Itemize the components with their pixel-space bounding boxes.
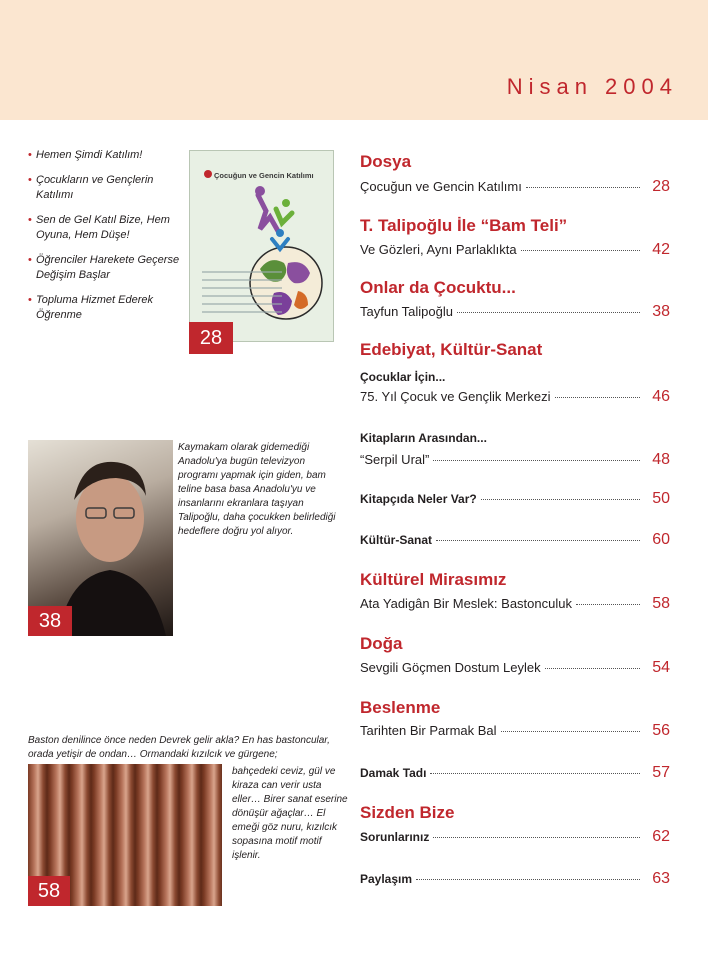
dot-leader [416, 879, 640, 880]
dot-leader [501, 731, 640, 732]
toc-subtitle: Kitapların Arasından... [360, 431, 487, 445]
toc-entry-page: 50 [652, 490, 670, 507]
toc-entry-text: Kültür-Sanat [360, 533, 432, 547]
toc-entry-text: Paylaşım [360, 872, 413, 886]
toc-entry-text: “Serpil Ural” [360, 452, 430, 467]
issue-date: Nisan 2004 [506, 74, 678, 99]
toc-entry-page: 28 [652, 178, 670, 195]
toc-entry-text: Damak Tadı [360, 766, 427, 780]
teaser-item: • Öğrenciler Harekete Geçerse Değişim Başlar [28, 253, 188, 283]
toc-entry-page: 38 [652, 303, 670, 320]
section-title-dosya: Dosya [360, 152, 412, 171]
dot-leader [436, 540, 640, 541]
toc-entry[interactable] [360, 722, 670, 740]
toc-entry[interactable] [360, 828, 670, 846]
dot-leader [481, 499, 640, 500]
toc-entry-page: 46 [652, 388, 670, 405]
dot-leader [521, 250, 640, 251]
teaser-item: • Sen de Gel Katıl Bize, Hem Oyuna, Hem Düşe! [28, 213, 188, 243]
toc-entry[interactable] [360, 303, 670, 321]
baston-caption-right: bahçedeki ceviz, gül ve kiraza can verir usta eller… Birer sanat eserine dönüşür ağaçlar… El emeği göz nuru, kızılcık sopasına motif motif işlenir. [232, 766, 348, 861]
dot-leader [545, 668, 640, 669]
toc-entry[interactable] [360, 178, 670, 196]
toc-entry-page: 57 [652, 764, 670, 781]
section-title-miras: Kültürel Mirasımız [360, 570, 507, 589]
dot-leader [433, 460, 640, 461]
toc-entry-text: Ata Yadigân Bir Meslek: Bastonculuk [360, 596, 572, 611]
toc-entry-text: Ve Gözleri, Aynı Parlaklıkta [360, 242, 517, 257]
toc-entry-text: Tayfun Talipoğlu [360, 304, 453, 319]
section-title-doga: Doğa [360, 634, 403, 653]
cover-page-badge: 28 [189, 322, 233, 354]
toc-entry-page: 62 [652, 828, 670, 845]
toc-entry[interactable] [360, 490, 670, 508]
section-title-talipoglu: T. Talipoğlu İle “Bam Teli” [360, 216, 568, 235]
section-title-edebiyat: Edebiyat, Kültür-Sanat [360, 340, 543, 359]
teaser-item: • Çocukların ve Gençlerin Katılımı [28, 173, 188, 203]
section-title-sizden: Sizden Bize [360, 803, 455, 822]
toc-subtitle: Çocuklar İçin... [360, 370, 446, 384]
toc-entry-page: 63 [652, 870, 670, 887]
toc-entry[interactable] [360, 870, 670, 888]
dot-leader [433, 837, 640, 838]
teaser-item: • Hemen Şimdi Katılım! [28, 148, 188, 163]
toc-entry[interactable] [360, 241, 670, 259]
header-band [0, 0, 708, 120]
teaser-list [28, 148, 188, 333]
dot-leader [576, 604, 640, 605]
toc-entry-page: 42 [652, 241, 670, 258]
toc-entry-page: 58 [652, 595, 670, 612]
toc-entry-text: Kitapçıda Neler Var? [360, 492, 477, 506]
dot-leader [457, 312, 640, 313]
toc-entry-text: Tarihten Bir Parmak Bal [360, 723, 497, 738]
dot-leader [526, 187, 640, 188]
toc-entry-text: Sevgili Göçmen Dostum Leylek [360, 660, 541, 675]
toc-entry[interactable] [360, 764, 670, 782]
toc-entry-page: 48 [652, 451, 670, 468]
dot-leader [555, 397, 641, 398]
section-title-onlar: Onlar da Çocuktu... [360, 278, 516, 297]
cover-text-lines [202, 271, 282, 319]
portrait-page-badge: 38 [28, 606, 72, 636]
toc-entry[interactable] [360, 451, 670, 469]
toc-entry-page: 56 [652, 722, 670, 739]
toc-entry-text: 75. Yıl Çocuk ve Gençlik Merkezi [360, 389, 551, 404]
toc-entry[interactable] [360, 659, 670, 677]
baston-caption-top: Baston denilince önce neden Devrek gelir akla? En has bastoncular, orada yetişir de ondan… Ormandaki kızılcık ve gürgene; [28, 735, 330, 760]
toc-entry-text: Sorunlarınız [360, 830, 430, 844]
portrait-caption: Kaymakam olarak gidemediği Anadolu'ya bugün televizyon programı yapmak için giden, bam teline basa basa Anadolu'yu ve insanlarını ekranlara taşıyan Talipoğlu, daha çocukken belirlediği hedeflere doğru yol alıyor. [178, 442, 336, 537]
cover-title: Çocuğun ve Gencin Katılımı [214, 171, 314, 180]
teaser-item: • Topluma Hizmet Ederek Öğrenme [28, 293, 188, 323]
toc-entry[interactable] [360, 531, 670, 549]
dot-leader [430, 773, 640, 774]
section-title-beslenme: Beslenme [360, 698, 441, 717]
cover-thumbnail [189, 150, 334, 342]
toc-entry[interactable] [360, 388, 670, 406]
toc-entry-text: Çocuğun ve Gencin Katılımı [360, 179, 522, 194]
toc-entry[interactable] [360, 595, 670, 613]
toc-entry-page: 54 [652, 659, 670, 676]
baston-page-badge: 58 [28, 876, 70, 906]
toc-entry-page: 60 [652, 531, 670, 548]
